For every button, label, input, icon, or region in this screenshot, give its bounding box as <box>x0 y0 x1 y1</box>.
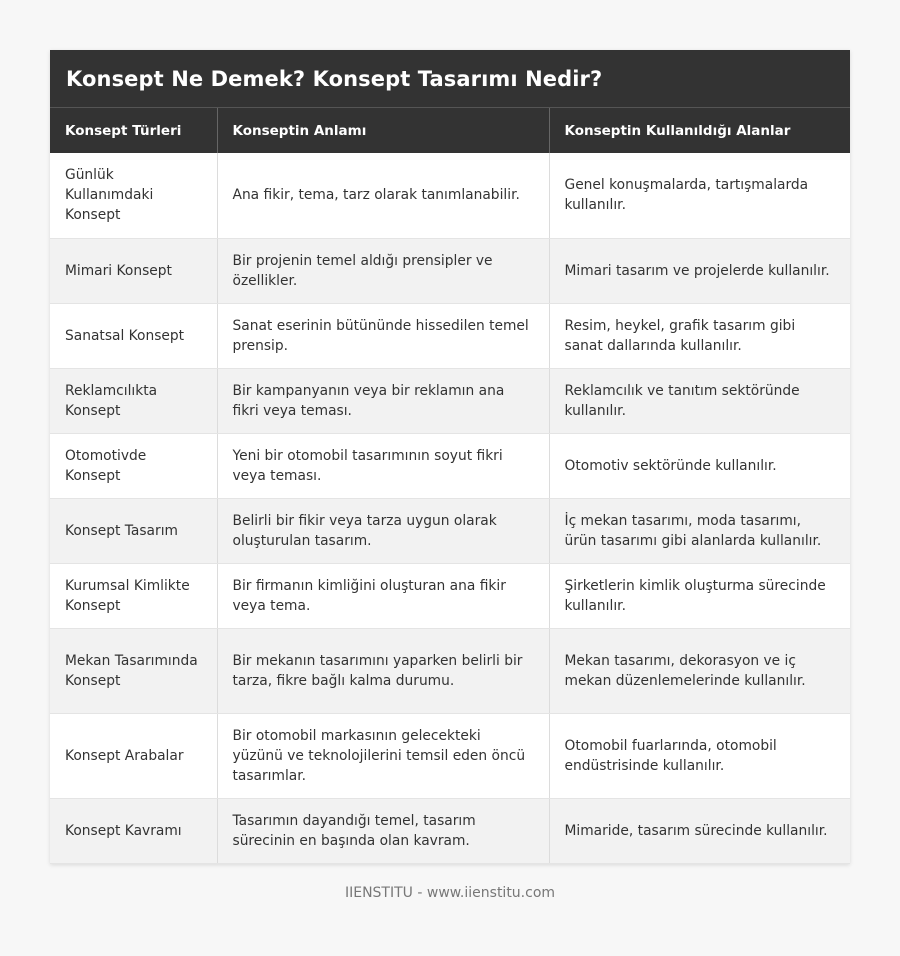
cell-meaning: Yeni bir otomobil tasarımının soyut fikri veya teması. <box>217 433 549 498</box>
column-header-meaning: Konseptin Anlamı <box>217 108 549 153</box>
cell-meaning: Bir firmanın kimliğini oluşturan ana fikir veya tema. <box>217 563 549 628</box>
title-bar <box>50 50 850 108</box>
cell-usage: Mimari tasarım ve projelerde kullanılır. <box>549 238 850 303</box>
table-row <box>50 433 850 498</box>
table-row <box>50 713 850 798</box>
cell-type: Kurumsal Kimlikte Konsept <box>50 563 217 628</box>
table-row <box>50 368 850 433</box>
cell-type: Mekan Tasarımında Konsept <box>50 628 217 713</box>
page-title: Konsept Ne Demek? Konsept Tasarımı Nedir? <box>66 66 603 91</box>
table-row <box>50 153 850 238</box>
cell-meaning: Bir mekanın tasarımını yaparken belirli bir tarza, fikre bağlı kalma durumu. <box>217 628 549 713</box>
cell-meaning: Ana fikir, tema, tarz olarak tanımlanabilir. <box>217 153 549 238</box>
column-header-usage: Konseptin Kullanıldığı Alanlar <box>549 108 850 153</box>
cell-meaning: Sanat eserinin bütününde hissedilen temel prensip. <box>217 303 549 368</box>
table-row <box>50 563 850 628</box>
cell-usage: Genel konuşmalarda, tartışmalarda kullanılır. <box>549 153 850 238</box>
cell-usage: Mimaride, tasarım sürecinde kullanılır. <box>549 798 850 863</box>
cell-meaning: Tasarımın dayandığı temel, tasarım sürecinin en başında olan kavram. <box>217 798 549 863</box>
cell-usage: Reklamcılık ve tanıtım sektöründe kullanılır. <box>549 368 850 433</box>
column-header-types: Konsept Türleri <box>50 108 217 153</box>
cell-meaning: Bir otomobil markasının gelecekteki yüzünü ve teknolojilerini temsil eden öncü tasarımlar. <box>217 713 549 798</box>
cell-meaning: Belirli bir fikir veya tarza uygun olarak oluşturulan tasarım. <box>217 498 549 563</box>
table-row <box>50 628 850 713</box>
cell-type: Otomotivde Konsept <box>50 433 217 498</box>
cell-type: Mimari Konsept <box>50 238 217 303</box>
table-row <box>50 498 850 563</box>
cell-usage: Otomobil fuarlarında, otomobil endüstrisinde kullanılır. <box>549 713 850 798</box>
table-row <box>50 238 850 303</box>
cell-meaning: Bir projenin temel aldığı prensipler ve özellikler. <box>217 238 549 303</box>
cell-usage: Şirketlerin kimlik oluşturma sürecinde kullanılır. <box>549 563 850 628</box>
cell-meaning: Bir kampanyanın veya bir reklamın ana fikri veya teması. <box>217 368 549 433</box>
footer-credit: IIENSTITU - www.iienstitu.com <box>344 885 556 901</box>
table-row <box>50 303 850 368</box>
cell-type: Reklamcılıkta Konsept <box>50 368 217 433</box>
cell-type: Günlük Kullanımdaki Konsept <box>50 153 217 238</box>
cell-usage: Resim, heykel, grafik tasarım gibi sanat dallarında kullanılır. <box>549 303 850 368</box>
cell-type: Konsept Tasarım <box>50 498 217 563</box>
cell-type: Konsept Arabalar <box>50 713 217 798</box>
header-row <box>50 108 850 153</box>
cell-usage: Mekan tasarımı, dekorasyon ve iç mekan düzenlemelerinde kullanılır. <box>549 628 850 713</box>
table-row <box>50 798 850 863</box>
cell-usage: Otomotiv sektöründe kullanılır. <box>549 433 850 498</box>
concept-table <box>50 108 850 864</box>
cell-type: Konsept Kavramı <box>50 798 217 863</box>
cell-usage: İç mekan tasarımı, moda tasarımı, ürün tasarımı gibi alanlarda kullanılır. <box>549 498 850 563</box>
cell-type: Sanatsal Konsept <box>50 303 217 368</box>
table-card <box>50 50 850 864</box>
